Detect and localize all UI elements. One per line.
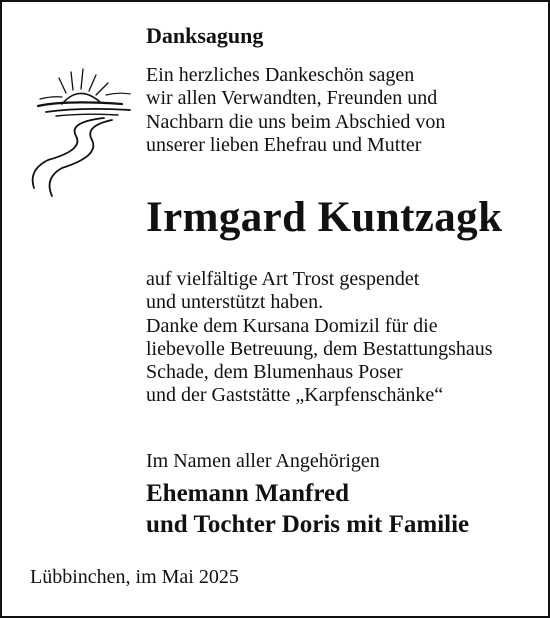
body-line: liebevolle Betreuung, dem Bestattungshaus — [146, 337, 493, 360]
intro-line: wir allen Verwandten, Freunden und — [146, 87, 438, 110]
closing-line: Im Namen aller Angehörigen — [146, 450, 380, 472]
body-text — [146, 268, 493, 408]
signers — [146, 478, 469, 540]
intro-line: unserer lieben Ehefrau und Mutter — [146, 133, 422, 156]
sunrise-path-icon — [26, 66, 136, 216]
place-date: Lübbinchen, im Mai 2025 — [30, 566, 239, 588]
body-line: und der Gaststätte „Karpfenschänke“ — [146, 384, 444, 407]
signer-line: Ehemann Manfred — [146, 480, 350, 507]
intro-line: Ein herzliches Dankeschön sagen — [146, 64, 415, 86]
intro-text — [146, 64, 445, 157]
body-line: Schade, dem Blumenhaus Poser — [146, 361, 403, 384]
deceased-name: Irmgard Kuntzagk — [146, 194, 503, 241]
body-line: Danke dem Kursana Domizil für die — [146, 314, 438, 337]
signer-line: und Tochter Doris mit Familie — [146, 511, 470, 538]
body-line: und unterstützt haben. — [146, 291, 324, 314]
intro-line: Nachbarn die uns beim Abschied von — [146, 110, 446, 133]
notice-heading: Danksagung — [146, 23, 264, 48]
body-line: auf vielfältige Art Trost gespendet — [146, 268, 420, 290]
